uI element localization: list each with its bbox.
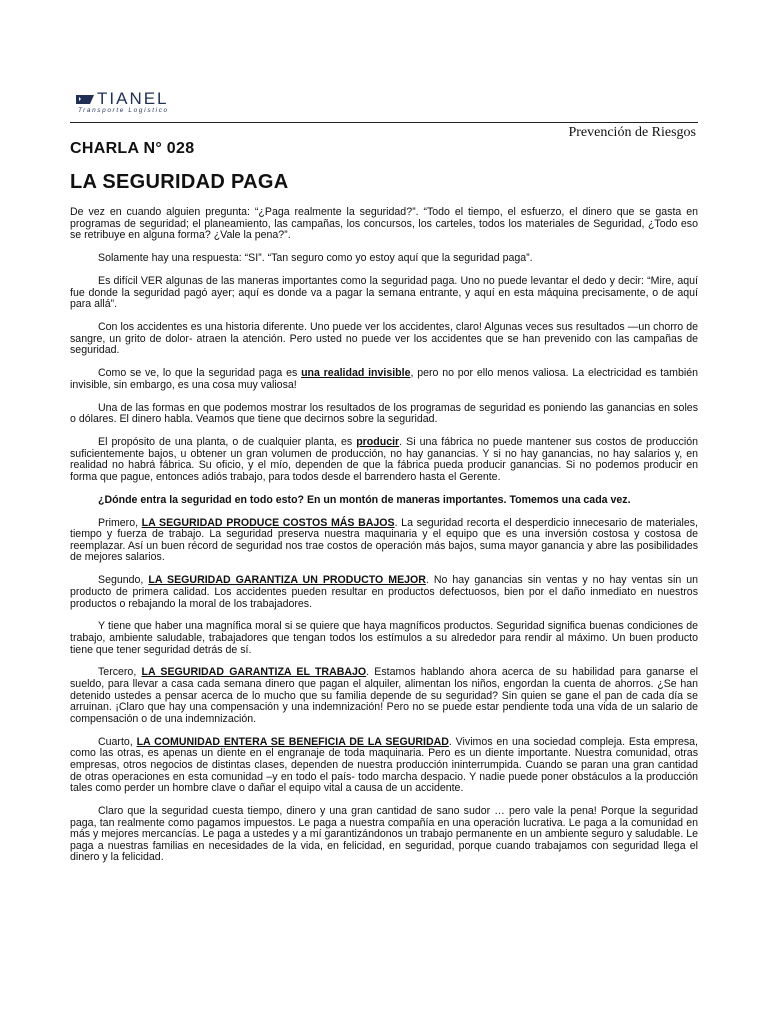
paragraph: Una de las formas en que podemos mostrar los resultados de los programas de seguridad es poniendo las ganancias en soles o dólares. El dinero habla. Veamos que tiene que decirnos sobre la seguridad. <box>70 401 698 426</box>
paragraph: De vez en cuando alguien pregunta: “¿Paga realmente la seguridad?”. “Todo el tiempo, el esfuerzo, el dinero que se gasta en programas de seguridad; el planeamiento, las campañas, los concursos, los carteles, todos los materiales de Seguridad, ¿Todo eso se retribuye en alguna forma? ¿Vale la pena?”. <box>70 206 698 242</box>
tianel-logo-icon <box>76 93 94 106</box>
paragraph <box>70 437 698 483</box>
text-run: El propósito de una planta, o de cualquier planta, es <box>98 436 357 449</box>
paragraph <box>70 667 698 725</box>
document-title: LA SEGURIDAD PAGA <box>70 171 289 193</box>
paragraph: Es difícil VER algunas de las maneras importantes como la seguridad paga. Uno no puede levantar el dedo y decir: “Mire, aquí fue donde la seguridad pagó ayer; aquí es donde va a pagar la semana entrante, y aquí en esta máquina precisamente, o de aquí para allá”. <box>70 274 698 311</box>
text-run: , pero no por ello menos valiosa. La electricidad es también invisible, sin embargo, es una cosa muy valiosa! <box>70 367 698 391</box>
paragraph: Con los accidentes es una historia diferente. Uno puede ver los accidentes, claro! Algunas veces sus resultados —un chorro de sangre, un grito de dolor- atraen la atención. Pero usted no puede ver los accidentes que se han prevenido con las campañas de seguridad. <box>70 321 698 357</box>
text-run: . La seguridad recorta el desperdicio innecesario de materiales, tiempo y fuerza de trabajo. La seguridad preserva nuestra maquinaria y el equipo que es una inversión costosa y costosa de reemplazar. Así un buen récord de seguridad nos trae costos de operación más bajos, suma mayor ganancia y abre las posibilidades de mejores salarios. <box>70 516 698 564</box>
paragraph: Solamente hay una respuesta: “SI”. “Tan seguro como yo estoy aquí que la seguridad paga”. <box>98 252 533 265</box>
text-run: Cuarto, <box>98 735 137 748</box>
company-logo <box>76 89 169 114</box>
text-run: . Vivimos en una sociedad compleja. Esta empresa, como las otras, es apenas un diente en el engranaje de toda maquinaria. Pero es un diente importante. Nuestra comunidad, otras empresas, otros negocios de distintas clases, dependen de nuestra producción ininterrumpida. Cuando se paran una gran cantidad de otras operaciones en esta comunidad –y en todo el país- todo marcha despacio. Y nadie puede poner obstáculos a la producción tales como perder un hombre clave o dañar el equipo vital a causa de un accidente. <box>70 735 699 795</box>
emphasis: producir <box>356 436 400 449</box>
paragraph <box>70 737 698 795</box>
text-run: Segundo, <box>98 574 149 587</box>
logo-text: TIANEL <box>97 89 169 108</box>
paragraph-question: ¿Dónde entra la seguridad en todo esto? En un montón de maneras importantes. Tomemos una cada vez. <box>98 493 631 506</box>
paragraph <box>70 518 698 564</box>
paragraph: Claro que la seguridad cuesta tiempo, dinero y una gran cantidad de sano sudor … pero vale la pena! Porque la seguridad paga, tan realmente como pagamos impuestos. Le paga a nuestra compañía en una operación lucrativa. Le paga a la comunidad en más y mejores mercancías. Le paga a ustedes y a mí garantizándonos un trabajo permanente en un ambiente seguro y saludable. Le paga a nuestras familias en necesidades de la vida, en felicidad, en seguridad, porque cuando trabajamos con seguridad llega el dinero y la felicidad. <box>70 805 698 864</box>
text-run: Como se ve, lo que la seguridad paga es <box>98 367 302 380</box>
text-run: Primero, <box>98 516 142 529</box>
emphasis: una realidad invisible <box>301 367 411 380</box>
paragraph <box>70 368 698 391</box>
document-body <box>70 207 698 875</box>
talk-number: CHARLA N° 028 <box>70 140 195 157</box>
text-run: . No hay ganancias sin ventas y no hay ventas sin un producto de primera calidad. Los accidentes pueden resultar en productos defectuosos, bien por el daño inmediato en nuestros productos o rebajando la moral de los trabajadores. <box>70 574 698 610</box>
text-run: . Si una fábrica no puede mantener sus costos de producción suficientemente bajos, u obtener un gran volumen de producción, no hay ganancias. Y si no hay ganancias, no hay salarios y, en realidad no habrá fábrica. Su oficio, y el mío, dependen de que la fábrica pueda producir ganancias. Si no podemos producir en forma que pague, entonces adiós trabajo, para todos desde el barrendero hasta el Gerente. <box>70 436 698 483</box>
emphasis: LA SEGURIDAD GARANTIZA EL TRABAJO <box>141 666 367 679</box>
paragraph <box>70 575 698 610</box>
emphasis: LA SEGURIDAD GARANTIZA UN PRODUCTO MEJOR <box>148 574 426 587</box>
paragraph: Y tiene que haber una magnífica moral si se quiere que haya magníficos productos. Seguridad significa buenas condiciones de trabajo, ambiente saludable, trabajadores que tengan todos los estímulos a su alrededor para rendir al máximo. Un buen producto tiene que tener seguridad detrás de sí. <box>70 620 698 656</box>
section-label: Prevención de Riesgos <box>568 125 696 140</box>
emphasis: LA COMUNIDAD ENTERA SE BENEFICIA DE LA SEGURIDAD <box>136 735 449 748</box>
logo-subtitle: Transporte Logístico <box>78 107 169 114</box>
header-divider <box>70 122 698 123</box>
emphasis: LA SEGURIDAD PRODUCE COSTOS MÁS BAJOS <box>141 516 395 529</box>
text-run: . Estamos hablando ahora acerca de su habilidad para ganarse el sueldo, para llevar a casa cada semana dinero que pagan el alquiler, alimentan los niños, engordan la cuenta de ahorros. ¿Se han detenido ustedes a pensar acerca de lo mucho que su familia depende de su seguridad? Sin quien se gane el pan de cada día se arruinan. ¡Claro que hay una compensación y una indemnización! Pero no se puede estar pendiente toda una vida de un salario de compensación o de una indemnización. <box>70 666 698 725</box>
text-run: Tercero, <box>98 666 142 679</box>
